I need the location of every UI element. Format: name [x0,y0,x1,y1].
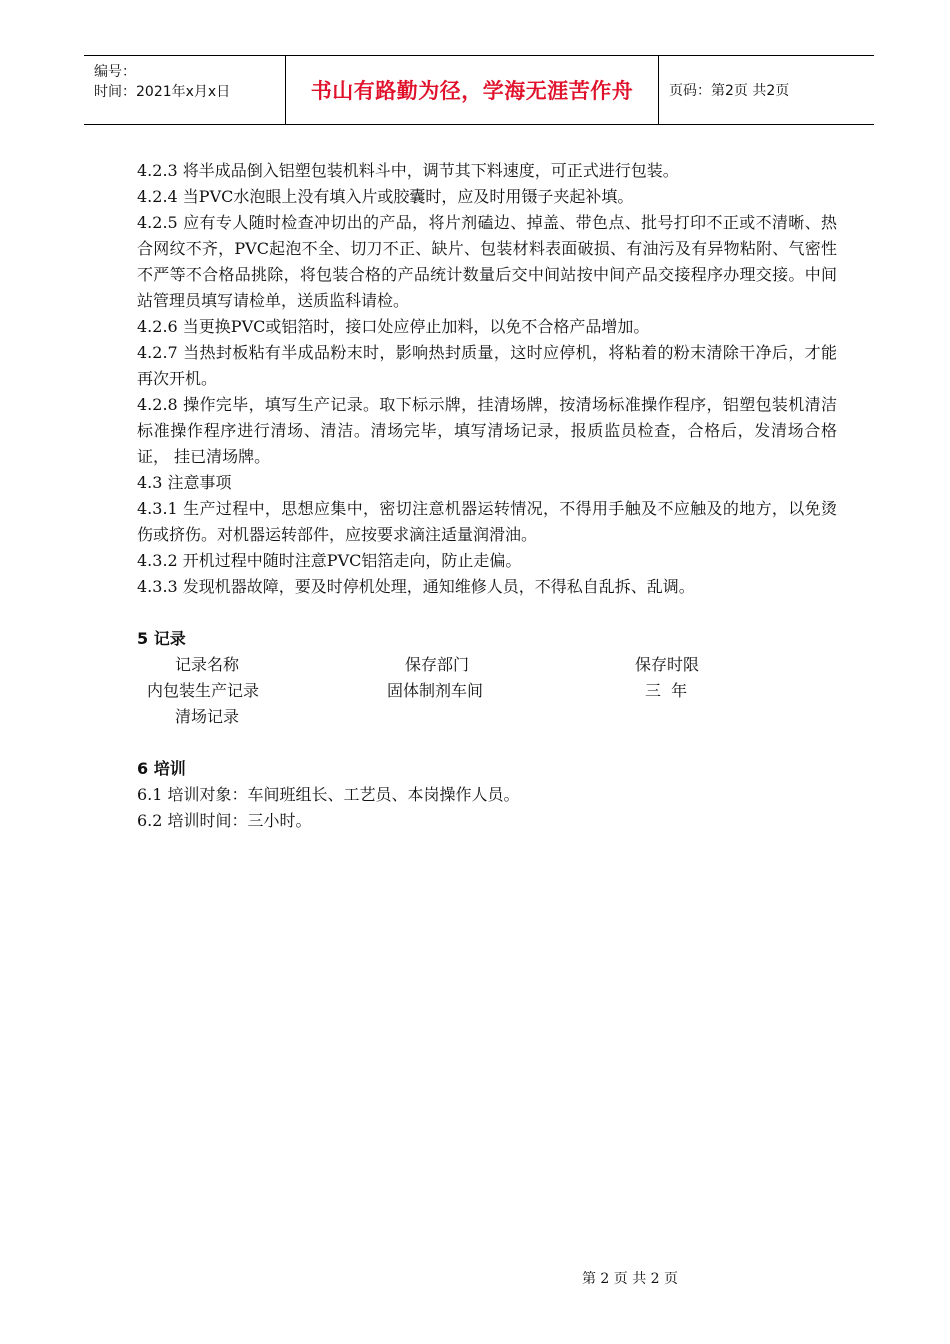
page-footer: 第 2 页 共 2 页 [581,1271,679,1287]
paragraph-4-2-5: 4.2.5 应有专人随时检查冲切出的产品，将片剂磕边、掉盖、带色点、批号打印不正或不清晰、热合网纹不齐，PVC起泡不全、切刀不正、缺片、包装材料表面破损、有油污及有异物粘附、气密性不严等不合格品挑除，将包装合格的产品统计数量后交中间站按中间产品交接程序办理交接。中间站管理员填写请检单，送质监科请检。 [137,213,837,310]
paragraph-4-2-4: 4.2.4 当PVC水泡眼上没有填入片或胶囊时，应及时用镊子夹起补填。 [137,187,634,206]
paragraph-4-2-6: 4.2.6 当更换PVC或铝箔时，接口处应停止加料，以免不合格产品增加。 [137,317,650,336]
records-row1-department: 固体制剂车间 [387,681,484,700]
paragraph-4-2-8: 4.2.8 操作完毕，填写生产记录。取下标示牌，挂清场牌，按清场标准操作程序，铝塑包装机清洁标准操作程序进行清场、清洁。清场完毕，填写清场记录，报质监员检查，合格后，发清场合格证， 挂已清场牌。 [137,395,837,466]
records-header-name: 记录名称 [175,655,240,674]
document-body [137,158,837,834]
paragraph-4-3-2: 4.3.2 开机过程中随时注意PVC铝箔走向，防止走偏。 [137,551,522,570]
paragraph-4-2-3: 4.2.3 将半成品倒入铝塑包装机料斗中，调节其下料速度，可正式进行包装。 [137,161,679,180]
records-table [137,652,837,730]
header-page-info: 页码：第2页 共2页 [669,83,790,99]
records-header-department: 保存部门 [405,655,470,674]
paragraph-4-3-3: 4.3.3 发现机器故障，要及时停机处理，通知维修人员，不得私自乱拆、乱调。 [137,577,695,596]
document-number-label: 编号： [94,64,136,80]
records-header-period: 保存时限 [635,655,700,674]
header-motto: 书山有路勤为径，学海无涯苦作舟 [286,56,659,124]
section-spacer [137,600,837,626]
training-item-6-2: 6.2 培训时间：三小时。 [137,811,312,830]
document-header [84,55,874,125]
records-row1-name: 内包装生产记录 [147,681,260,700]
document-date: 时间：2021年x月x日 [94,84,231,100]
paragraph-4-3-1: 4.3.1 生产过程中，思想应集中，密切注意机器运转情况，不得用手触及不应触及的地方，以免烫伤或挤伤。对机器运转部件，应按要求滴注适量润滑油。 [137,499,837,544]
section-title-records: 5 记录 [137,629,186,648]
section-title-training: 6 培训 [137,759,186,778]
records-row1-period: 三 年 [645,681,688,700]
section-spacer [137,730,837,756]
paragraph-4-2-7: 4.2.7 当热封板粘有半成品粉末时，影响热封质量，这时应停机，将粘着的粉末清除干净后，才能再次开机。 [137,343,837,388]
heading-4-3: 4.3 注意事项 [137,473,232,492]
training-item-6-1: 6.1 培训对象：车间班组长、工艺员、本岗操作人员。 [137,785,520,804]
records-row2-name: 清场记录 [175,707,240,726]
header-meta-cell [84,56,286,124]
